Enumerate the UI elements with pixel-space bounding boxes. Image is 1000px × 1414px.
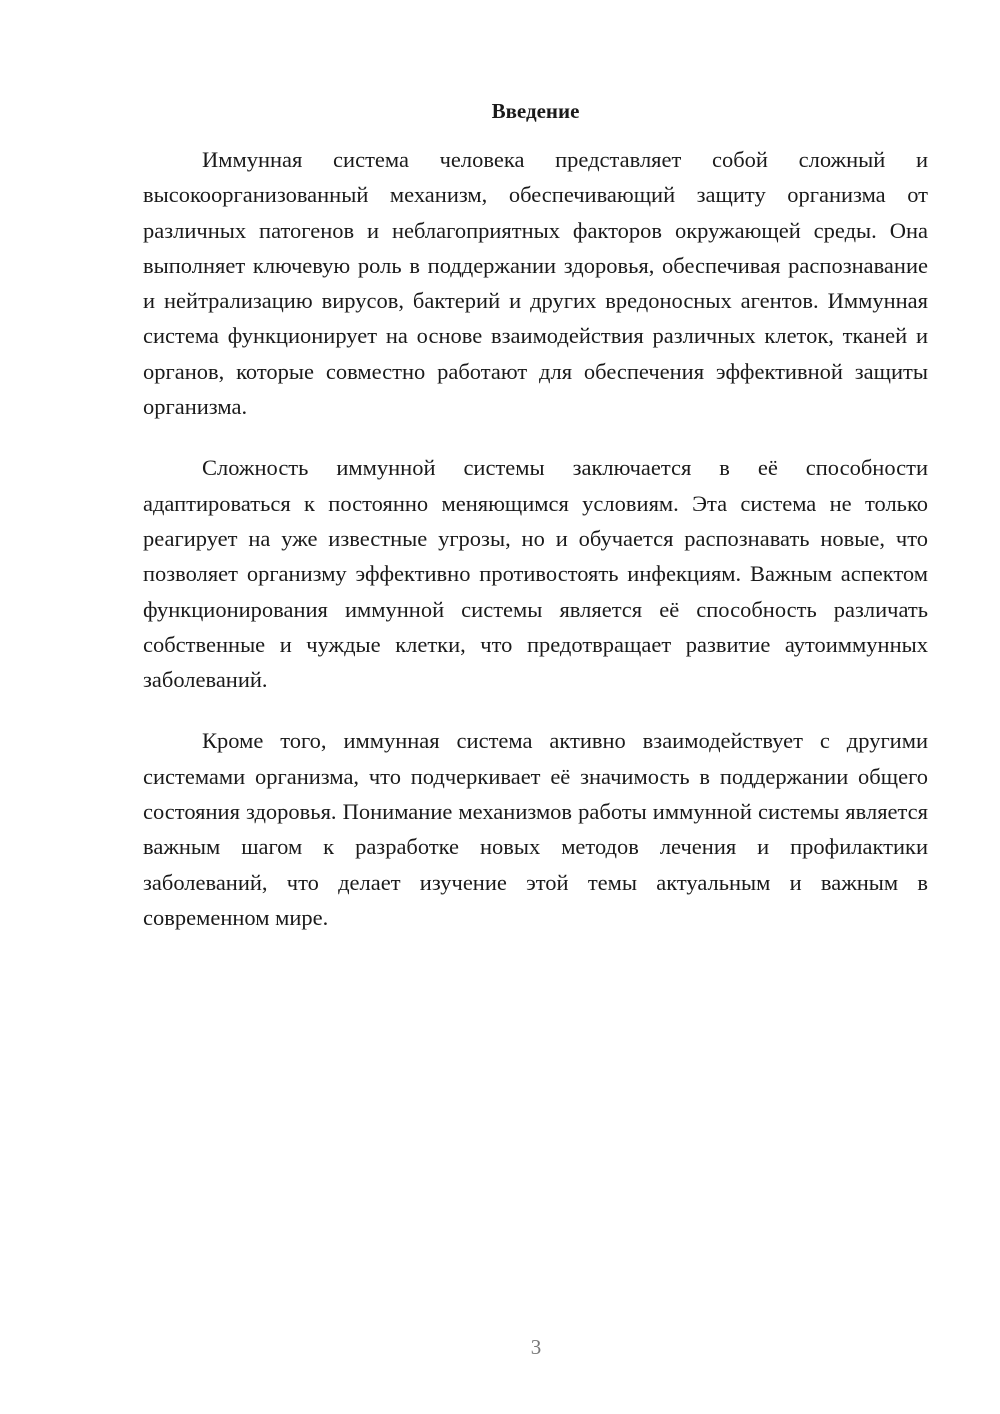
paragraph-2: Сложность иммунной системы заключается в её способности адаптироваться к постоянно меняющимся условиям. Эта система не только реагирует на уже известные угрозы, но и обучается распознавать новые, что позволяет организму эффективно противостоять инфекциям. Важным аспектом функционирования иммунной системы является её способность различать собственные и чуждые клетки, что предотвращает развитие аутоиммунных заболеваний. xyxy=(143,455,928,693)
body-text xyxy=(143,142,928,961)
paragraph-3: Кроме того, иммунная система активно взаимодействует с другими системами организма, что подчеркивает её значимость в поддержании общего состояния здоровья. Понимание механизмов работы иммунной системы является важным шагом к разработке новых методов лечения и профилактики заболеваний, что делает изучение этой темы актуальным и важным в современном мире. xyxy=(143,728,928,930)
paragraph-1: Иммунная система человека представляет собой сложный и высокоорганизованный механизм, обеспечивающий защиту организма от различных патогенов и неблагоприятных факторов окружающей среды. Она выполняет ключевую роль в поддержании здоровья, обеспечивая распознавание и нейтрализацию вирусов, бактерий и других вредоносных агентов. Иммунная система функционирует на основе взаимодействия различных клеток, тканей и органов, которые совместно работают для обеспечения эффективной защиты организма. xyxy=(143,147,928,420)
page-number: 3 xyxy=(530,1335,542,1359)
page-title: Введение xyxy=(491,99,580,123)
